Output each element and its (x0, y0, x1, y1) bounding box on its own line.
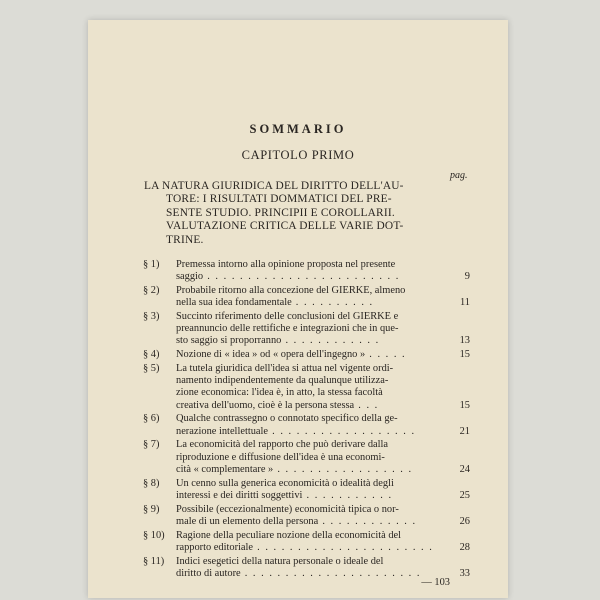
book-page (88, 20, 508, 598)
section-number: § 7) (143, 439, 160, 451)
leader-dots: . . . . . . . . . . . . . . . . . (273, 463, 413, 475)
chapter-heading: CAPITOLO PRIMO (241, 148, 355, 162)
leader-dots: . . . . . . . . . . . (302, 489, 393, 501)
section-title-text: saggio (176, 271, 204, 283)
chapter-title-line: SENTE STUDIO. PRINCIPII E COROLLARII. (166, 206, 395, 219)
section-title-line: Indici esegetici della natura personale o ideale del (176, 555, 384, 567)
section-title-line (176, 490, 426, 502)
section-number: § 10) (143, 529, 165, 541)
chapter-title-line: VALUTAZIONE CRITICA DELLE VARIE DOT- (166, 220, 404, 233)
section-title (176, 413, 470, 437)
section-title-text: nella sua idea fondamentale (176, 297, 292, 309)
section-number: § 4) (143, 349, 160, 361)
leader-dots: . . . . . (365, 349, 407, 361)
section-title-line (176, 464, 426, 476)
page-number: 21 (459, 425, 470, 437)
section-title-line (176, 568, 426, 580)
page-number: 9 (464, 271, 470, 283)
section-number: § 2) (143, 285, 160, 296)
toc-entry (143, 478, 470, 502)
section-number: § 1) (143, 259, 160, 270)
toc-entry (143, 504, 470, 528)
section-title-line: Probabile ritorno alla concezione del GIERKE, almeno (176, 285, 406, 296)
section-number: § 5) (143, 363, 160, 374)
section-title-line: La economicità del rapporto che può derivare dalla (176, 439, 389, 451)
leader-dots: . . . . . . . . . . . . . . . . . . . . . . (240, 567, 421, 579)
section-title-line: Premessa intorno alla opinione proposta nel presente (176, 259, 396, 270)
section-title-text: creativa dell'uomo, cioè è la persona stessa (176, 399, 355, 411)
page-number: 28 (459, 541, 470, 553)
section-title-text: sto saggio si proporranno (176, 335, 282, 347)
table-of-contents (143, 259, 470, 582)
section-title (176, 530, 477, 554)
section-title-text: male di un elemento della persona (176, 515, 319, 527)
page-number: 11 (459, 297, 470, 309)
section-title (176, 349, 470, 361)
page-number: 15 (459, 349, 470, 361)
folio-page-number: — 103 (421, 577, 450, 588)
section-number: § 8) (143, 477, 160, 489)
leader-dots: . . . . . . . . . . . . . . . . . . . . . . . . (203, 271, 400, 283)
toc-entry (143, 439, 470, 476)
page-number: 25 (459, 489, 470, 501)
section-title (176, 504, 470, 528)
page-number: 15 (459, 399, 470, 411)
toc-entry (143, 530, 470, 554)
section-title-line: zione economica: l'idea è, in atto, la stessa facoltà (176, 387, 383, 399)
section-title-line (176, 426, 426, 438)
section-title-line (176, 542, 433, 554)
section-title-line (176, 335, 426, 347)
section-title-line: preannuncio delle rettifiche e integrazioni che in que- (176, 323, 399, 335)
page-column-label: pag. (450, 170, 468, 181)
chapter-title-line: TORE: I RISULTATI DOMMATICI DEL PRE- (166, 193, 392, 206)
section-title-text: diritto di autore (176, 567, 241, 579)
section-title-line (176, 400, 426, 412)
section-title-line: namento indipendentemente da qualunque utilizza- (176, 375, 389, 387)
section-number: § 6) (143, 413, 160, 425)
chapter-title (144, 180, 442, 247)
section-title (176, 259, 470, 283)
section-title (176, 285, 470, 309)
section-title-line: Possibile (eccezionalmente) economicità tipica o nor- (176, 503, 399, 515)
toc-entry (143, 363, 470, 412)
leader-dots: . . . . . . . . . . . . (281, 335, 380, 347)
leader-dots: . . . (354, 399, 379, 411)
toc-entry (143, 285, 470, 309)
section-title-line: riproduzione e diffusione dell'idea è una economi- (176, 451, 385, 463)
chapter-title-line: LA NATURA GIURIDICA DEL DIRITTO DELL'AU- (144, 180, 404, 192)
leader-dots: . . . . . . . . . . . . (318, 515, 417, 527)
section-title-line: Succinto riferimento delle conclusioni del GIERKE e (176, 311, 399, 322)
section-title-line (176, 349, 426, 361)
section-title-line: Ragione della peculiare nozione della economicità del (176, 529, 402, 541)
toc-entry (143, 259, 470, 283)
section-title-line (176, 297, 426, 309)
section-title-text: nerazione intellettuale (176, 425, 269, 437)
section-title-text: Nozione di « idea » od « opera dell'ingegno » (176, 349, 366, 361)
page-number: 24 (459, 463, 470, 475)
toc-entry (143, 349, 470, 361)
leader-dots: . . . . . . . . . . . . . . . . . . (268, 425, 416, 437)
section-title-line (176, 271, 426, 283)
section-title-line: La tutela giuridica dell'idea si attua nel vigente ordi- (176, 363, 394, 374)
section-title-text: rapporto editoriale (176, 541, 254, 553)
leader-dots: . . . . . . . . . . (291, 297, 374, 309)
toc-entry (143, 311, 470, 348)
section-title (176, 478, 470, 502)
leader-dots: . . . . . . . . . . . . . . . . . . . . . . (253, 541, 434, 553)
chapter-title-line: TRINE. (166, 233, 204, 246)
section-title-text: interessi e dei diritti soggettivi (176, 489, 303, 501)
section-title (176, 363, 470, 412)
toc-entry (143, 413, 470, 437)
section-number: § 3) (143, 311, 160, 322)
section-title (176, 311, 470, 348)
page-number: 33 (459, 567, 470, 579)
section-title-line: Qualche contrassegno o connotato specifico della ge- (176, 413, 398, 425)
section-title (176, 439, 470, 476)
page-title: SOMMARIO (249, 122, 347, 136)
page-number: 26 (459, 515, 470, 527)
section-number: § 11) (143, 555, 165, 567)
section-title-line (176, 516, 426, 528)
section-title-line: Un cenno sulla generica economicità o idealità degli (176, 477, 394, 489)
page-number: 13 (459, 335, 470, 347)
section-title-text: cità « complementare » (176, 463, 274, 475)
section-number: § 9) (143, 503, 160, 515)
